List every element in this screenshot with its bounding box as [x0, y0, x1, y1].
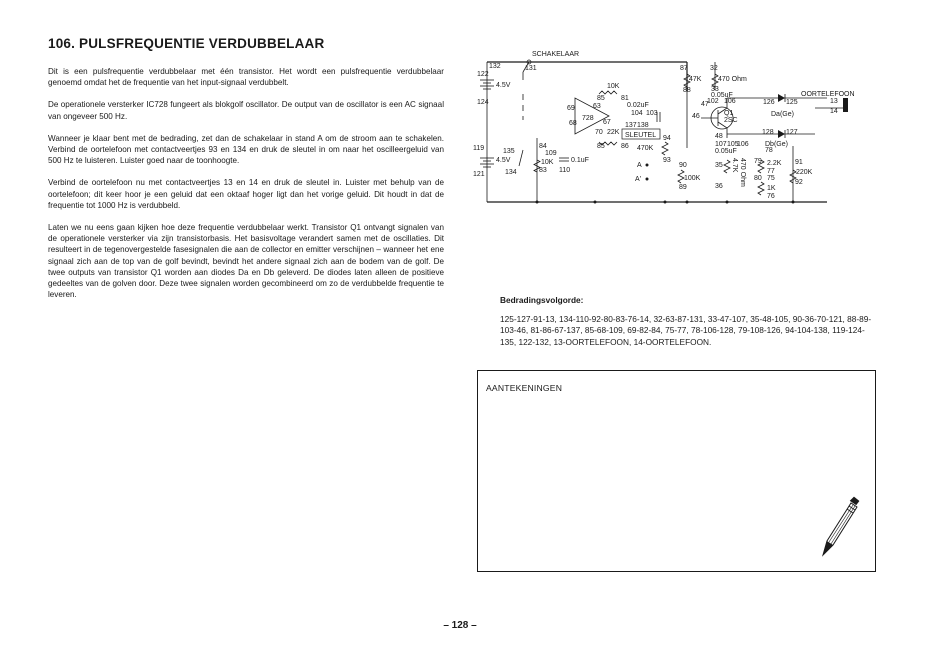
terminal-121: 121 [473, 171, 485, 178]
terminal-85b: 85 [597, 143, 605, 150]
terminal-36: 36 [715, 183, 723, 190]
paragraph-instructions-2: Verbind de oortelefoon nu met contactveertjes 13 en 14 en druk de sleutel in. Luister met behulp van de oortelefoon; dit keer hoor je een geluid dat een oktaaf hoger ligt dan het vorige geluid. Dit houdt in dat de frequentie tot 1000 Hz is verdubbeld. [48, 178, 444, 210]
resistor-4-7k-label: 4.7K [731, 158, 738, 173]
resistor-22k-label: 22K [607, 129, 620, 136]
terminal-87: 87 [680, 65, 688, 72]
switch-label: SCHAKELAAR [532, 51, 580, 58]
lower-right-network [715, 141, 813, 202]
transistor-label: 2SC [724, 117, 738, 124]
terminal-125: 125 [786, 99, 798, 106]
wiring-heading: Bedradingsvolgorde: [500, 295, 584, 305]
diode-b-label: Db(Ge) [765, 141, 788, 148]
terminal-137: 137 [625, 122, 637, 129]
cap-002-label: 0.02uF [627, 102, 649, 109]
resistor-470k-label: 470K [637, 145, 654, 152]
switch [489, 51, 579, 80]
cap-005-top-label: 0.05uF [711, 92, 733, 99]
terminal-68: 68 [569, 120, 577, 127]
transistor-ref-label: Q1 [724, 110, 734, 117]
page-title: 106. PULSFREQUENTIE VERDUBBELAAR [48, 36, 325, 51]
notes-box[interactable] [477, 370, 876, 572]
capacitor-01-label: 0.1uF [571, 157, 589, 164]
terminal-81: 81 [621, 95, 629, 102]
cap-005-bottom-label: 0.05uF [715, 148, 737, 155]
terminal-63: 63 [593, 103, 601, 110]
terminal-122: 122 [477, 71, 489, 78]
terminal-77: 77 [767, 168, 775, 175]
body-text [48, 66, 444, 311]
terminal-109: 109 [545, 150, 557, 157]
terminal-67: 67 [603, 119, 611, 126]
resistor-100k-label: 100K [684, 175, 701, 182]
resistor-47k-label: 47K [689, 76, 702, 83]
terminal-14: 14 [830, 108, 838, 115]
upper-resistors [680, 62, 747, 148]
vertical-resistors [678, 158, 746, 191]
resistor-220k-label: 220K [796, 169, 813, 176]
terminal-83: 83 [539, 167, 547, 174]
resistor-10k-top-label: 10K [607, 83, 620, 90]
terminal-119: 119 [473, 145, 485, 152]
terminal-106b: 106 [737, 141, 749, 148]
paragraph-intro: Dit is een pulsfrequentie verdubbelaar met één transistor. Het wordt een pulsfrequentie verdubbelaar genoemd omdat het de frequentie van het input-signaal verdubbelt. [48, 67, 444, 88]
terminal-93: 93 [663, 157, 671, 164]
earphone-label: OORTELEFOON [801, 91, 855, 98]
terminal-138: 138 [637, 122, 649, 129]
terminal-69: 69 [567, 105, 575, 112]
terminal-135: 135 [503, 148, 515, 155]
battery-voltage-label-lower: 4.5V [496, 157, 511, 164]
terminal-76: 76 [767, 193, 775, 200]
terminal-103: 103 [646, 110, 658, 117]
terminal-33: 33 [711, 86, 719, 93]
notes-label: AANTEKENINGEN [486, 383, 563, 393]
terminal-88: 88 [683, 87, 691, 94]
terminal-102: 102 [707, 98, 719, 105]
opamp-ic728 [567, 83, 629, 150]
terminal-126: 126 [763, 99, 775, 106]
battery-bottom [473, 145, 523, 178]
terminal-110: 110 [559, 167, 571, 174]
terminal-94: 94 [663, 135, 671, 142]
pos-a-label: A [637, 162, 642, 169]
resistor-2-2k-label: 2.2K [767, 160, 782, 167]
wiring-sequence: 125-127-91-13, 134-110-92-80-83-76-14, 32-63-87-131, 33-47-107, 35-48-105, 90-36-70-121, 88-89-103-46, 81-86-67-137, 85-68-109, 69-82-84, 75-77, 78-106-128, 79-108-126, 94-104-138, 119-124-135, 122-132, 13-OORTELEFOON, 14-OORTELEFOON. [500, 314, 872, 347]
terminal-84: 84 [539, 143, 547, 150]
opamp-label: 728 [582, 115, 594, 122]
terminal-47: 47 [701, 101, 709, 108]
paragraph-oscillator: De operationele versterker IC728 fungeert als blokgolf oscillator. De output van de oscillator is een AC signaal van ongeveer 500 Hz. [48, 100, 444, 121]
terminal-13: 13 [830, 98, 838, 105]
terminal-134: 134 [505, 169, 517, 176]
resistor-470-ohm-vertical-label: 470 Ohm [739, 158, 746, 187]
pos-a-prime-label: A' [635, 176, 642, 183]
resistor-470-ohm-label: 470 Ohm [718, 76, 747, 83]
pencil-icon [813, 495, 859, 561]
terminal-107: 107 [715, 141, 727, 148]
terminal-78: 78 [765, 147, 773, 154]
terminal-89: 89 [679, 184, 687, 191]
terminal-35: 35 [715, 162, 723, 169]
terminal-46: 46 [692, 113, 700, 120]
key-and-cap [622, 102, 671, 183]
terminal-70: 70 [595, 129, 603, 136]
resistor-10k-bottom-label: 10K [541, 159, 554, 166]
terminal-48: 48 [715, 133, 723, 140]
terminal-91: 91 [795, 159, 803, 166]
battery-voltage-label: 4.5V [496, 82, 511, 89]
terminal-128: 128 [762, 129, 774, 136]
transistor-q1 [692, 92, 738, 140]
terminal-79: 79 [754, 158, 762, 165]
terminal-86: 86 [621, 143, 629, 150]
page-number: – 128 – [443, 620, 477, 631]
diode-a-label: Da(Ge) [771, 111, 794, 118]
terminal-105: 105 [727, 141, 739, 148]
key-label: SLEUTEL [625, 132, 657, 139]
terminal-127: 127 [786, 129, 798, 136]
terminal-32: 32 [710, 65, 718, 72]
terminal-92: 92 [795, 179, 803, 186]
battery-top [477, 71, 511, 106]
terminal-80: 80 [754, 175, 762, 182]
rc-network [534, 138, 589, 202]
terminal-75: 75 [767, 175, 775, 182]
circuit-schematic [475, 50, 870, 215]
paragraph-explanation: Laten we nu eens gaan kijken hoe deze frequentie verdubbelaar werkt. Transistor Q1 ontvangt signalen van de operationele versterker via zijn transistorbasis. Het basisvoltage verandert samen met de oscillaties. Dit resulteert in de tegenovergestelde fasesignalen die aan de collector en emitter verschijnen – wanneer het ene signaal zich aan de top van de golf bevindt, bevindt het andere signaal zich aan de bodem van de golf. De twee outputs van transistor Q1 worden aan diodes Da en Db geleverd. De diodes laten alleen de positieve gedeeltes van de golven door. Deze twee signalen worden gecombineerd om zo de verdubbelde frequentie te leveren. [48, 223, 444, 300]
earphone [801, 91, 855, 115]
terminal-104: 104 [631, 110, 643, 117]
terminal-131: 131 [525, 65, 537, 72]
terminal-85a: 85 [597, 95, 605, 102]
terminal-90: 90 [679, 162, 687, 169]
resistor-1k-label: 1K [767, 185, 776, 192]
terminal-124: 124 [477, 99, 489, 106]
terminal-132: 132 [489, 63, 501, 70]
paragraph-instructions-1: Wanneer je klaar bent met de bedrading, zet dan de schakelaar in stand A om de stroom aan te schakelen. Verbind de oortelefoon met contactveertjes 93 en 134 en druk de sleutel in om naar het oscilleergeluid van 500 Hz te luisteren. Luister goed naar de toonhoogte. [48, 133, 444, 166]
terminal-106a: 106 [724, 98, 736, 105]
